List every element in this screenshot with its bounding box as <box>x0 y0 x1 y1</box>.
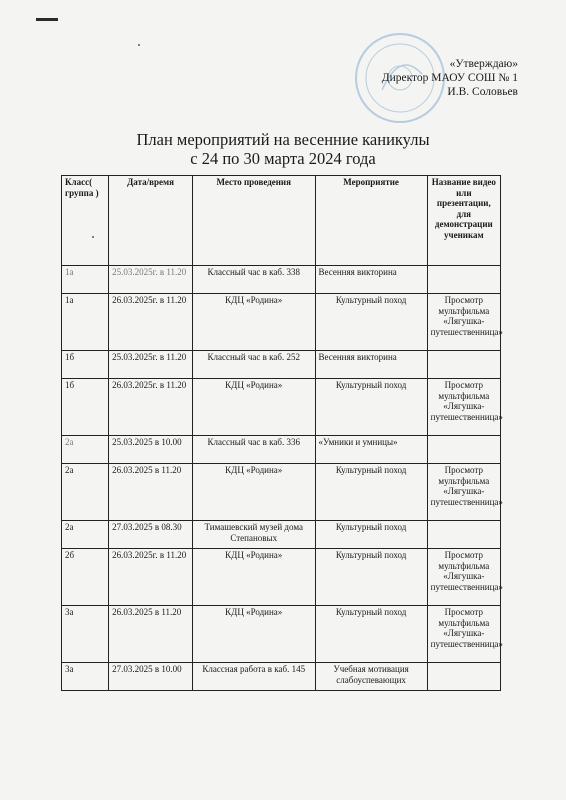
cell-date: 25.03.2025 в 10.00 <box>109 436 193 464</box>
table-row <box>62 521 501 549</box>
table-header-row <box>62 176 501 266</box>
approval-block <box>382 57 518 99</box>
cell-place: КДЦ «Родина» <box>192 606 315 663</box>
cell-date: 25.03.2025г. в 11.20 <box>109 351 193 379</box>
scan-mark <box>36 18 58 21</box>
cell-date: 26.03.2025г. в 11.20 <box>109 379 193 436</box>
cell-video: Просмотр мультфильма «Лягушка-путешественница» <box>427 464 500 521</box>
document-subtitle: с 24 по 30 марта 2024 года <box>190 149 376 168</box>
cell-place: КДЦ «Родина» <box>192 549 315 606</box>
table-row <box>62 549 501 606</box>
table-row <box>62 294 501 351</box>
cell-date: 26.03.2025 в 11.20 <box>109 464 193 521</box>
cell-place: Классный час в каб. 252 <box>192 351 315 379</box>
header-class: Класс( группа ) <box>62 176 109 266</box>
cell-event: Культурный поход <box>315 521 427 549</box>
cell-video <box>427 266 500 294</box>
scan-speck <box>138 44 140 46</box>
cell-event: Учебная мотивация слабоуспевающих <box>315 663 427 691</box>
cell-class: 1а <box>62 294 109 351</box>
approval-signer: И.В. Соловьев <box>447 86 518 98</box>
cell-class: 1б <box>62 351 109 379</box>
cell-event: Культурный поход <box>315 606 427 663</box>
cell-event: Культурный поход <box>315 379 427 436</box>
cell-class: 2б <box>62 549 109 606</box>
cell-place: КДЦ «Родина» <box>192 464 315 521</box>
table-row <box>62 436 501 464</box>
cell-date: 26.03.2025 в 11.20 <box>109 606 193 663</box>
cell-class: 1а <box>62 266 109 294</box>
cell-place: Классный час в каб. 336 <box>192 436 315 464</box>
document-title: План мероприятий на весенние каникулы <box>136 130 430 149</box>
cell-video: Просмотр мультфильма «Лягушка-путешественница» <box>427 294 500 351</box>
cell-video <box>427 663 500 691</box>
cell-event: Культурный поход <box>315 549 427 606</box>
cell-date: 26.03.2025г. в 11.20 <box>109 294 193 351</box>
table-row <box>62 464 501 521</box>
cell-video <box>427 436 500 464</box>
table-row <box>62 606 501 663</box>
cell-event: Культурный поход <box>315 464 427 521</box>
cell-place: Тимашевский музей дома Степановых <box>192 521 315 549</box>
cell-class: 2а <box>62 521 109 549</box>
cell-date: 27.03.2025 в 08.30 <box>109 521 193 549</box>
cell-class: 3а <box>62 663 109 691</box>
cell-place: КДЦ «Родина» <box>192 379 315 436</box>
cell-class: 3а <box>62 606 109 663</box>
cell-date: 25.03.2025г. в 11.20 <box>109 266 193 294</box>
header-date: Дата/время <box>109 176 193 266</box>
cell-video: Просмотр мультфильма «Лягушка-путешественница» <box>427 606 500 663</box>
cell-class: 2а <box>62 464 109 521</box>
cell-event: Весенняя викторина <box>315 351 427 379</box>
cell-class: 2а <box>62 436 109 464</box>
cell-place: Классный час в каб. 338 <box>192 266 315 294</box>
cell-video <box>427 351 500 379</box>
cell-event: Культурный поход <box>315 294 427 351</box>
cell-event: «Умники и умницы» <box>315 436 427 464</box>
cell-event: Весенняя викторина <box>315 266 427 294</box>
table-row <box>62 379 501 436</box>
header-place: Место проведения <box>192 176 315 266</box>
table-row <box>62 266 501 294</box>
cell-place: КДЦ «Родина» <box>192 294 315 351</box>
cell-video: Просмотр мультфильма «Лягушка-путешественница» <box>427 549 500 606</box>
table-row <box>62 663 501 691</box>
cell-date: 27.03.2025 в 10.00 <box>109 663 193 691</box>
cell-video <box>427 521 500 549</box>
table-row <box>62 351 501 379</box>
cell-date: 26.03.2025г. в 11.20 <box>109 549 193 606</box>
cell-place: Классная работа в каб. 145 <box>192 663 315 691</box>
cell-video: Просмотр мультфильма «Лягушка-путешественница» <box>427 379 500 436</box>
events-table <box>61 175 501 691</box>
header-video: Название видео или презентации, для демонстрации ученикам <box>427 176 500 266</box>
approval-position: Директор МАОУ СОШ № 1 <box>381 72 518 84</box>
cell-class: 1б <box>62 379 109 436</box>
header-event: Мероприятие <box>315 176 427 266</box>
approval-label: «Утверждаю» <box>449 58 518 70</box>
